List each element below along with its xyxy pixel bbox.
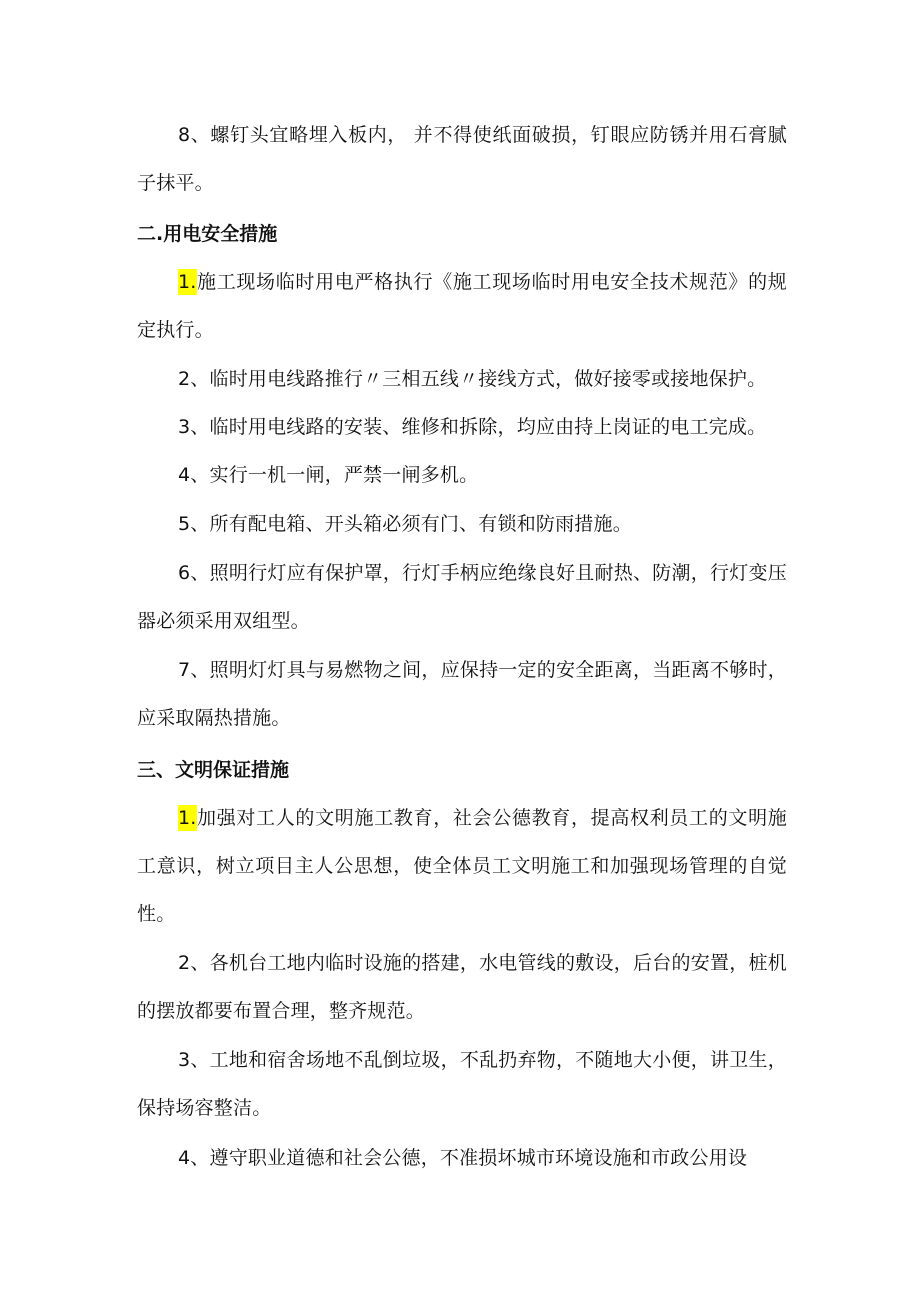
civilized-item-2-paragraph: 2、各机台工地内临时设施的搭建，水电管线的敷设，后台的安置，桩机的摆放都要布置合理，整齐规范。 <box>137 952 787 1022</box>
electrical-item-4-paragraph: 4、实行一机一闸，严禁一闸多机。 <box>178 464 479 486</box>
civilized-item-4-paragraph: 4、遵守职业道德和社会公德，不准损坏城市环境设施和市政公用设 <box>178 1147 748 1169</box>
highlighted-number: 1. <box>178 271 197 293</box>
electrical-item-5-paragraph: 5、所有配电箱、开头箱必须有门、有锁和防雨措施。 <box>178 513 632 535</box>
civilized-item-3-paragraph: 3、工地和宿舍场地不乱倒垃圾，不乱扔弃物，不随地大小便，讲卫生，保持场容整洁。 <box>137 1049 787 1119</box>
electrical-item-6-paragraph: 6、照明行灯应有保护罩，行灯手柄应绝缘良好且耐热、防潮，行灯变压器必须采用双组型。 <box>137 562 787 632</box>
electrical-item-3-paragraph: 3、临时用电线路的安装、维修和拆除，均应由持上岗证的电工完成。 <box>178 416 767 438</box>
civilized-item-1-text: 加强对工人的文明施工教育，社会公德教育，提高权利员工的文明施工意识，树立项目主人公思想，使全体员工文明施工和加强现场管理的自觉性。 <box>137 807 787 925</box>
highlighted-number: 1. <box>178 807 197 829</box>
item-8-paragraph: 8、螺钉头宜略埋入板内， 并不得使纸面破损，钉眼应防锈并用石膏腻子抹平。 <box>137 124 787 194</box>
electrical-item-1-text: 施工现场临时用电严格执行《施工现场临时用电安全技术规范》的规定执行。 <box>137 271 787 341</box>
electrical-item-2-paragraph: 2、临时用电线路推行〃三相五线〃接线方式，做好接零或接地保护。 <box>178 368 767 390</box>
electrical-item-7-paragraph: 7、照明灯灯具与易燃物之间，应保持一定的安全距离，当距离不够时，应采取隔热措施。 <box>137 659 787 729</box>
section-heading-electrical-safety: 二.用电安全措施 <box>137 223 278 245</box>
civilized-item-1-paragraph <box>137 794 787 938</box>
electrical-item-1-paragraph <box>137 258 787 354</box>
section-heading-civilized-construction: 三、文明保证措施 <box>137 759 290 781</box>
